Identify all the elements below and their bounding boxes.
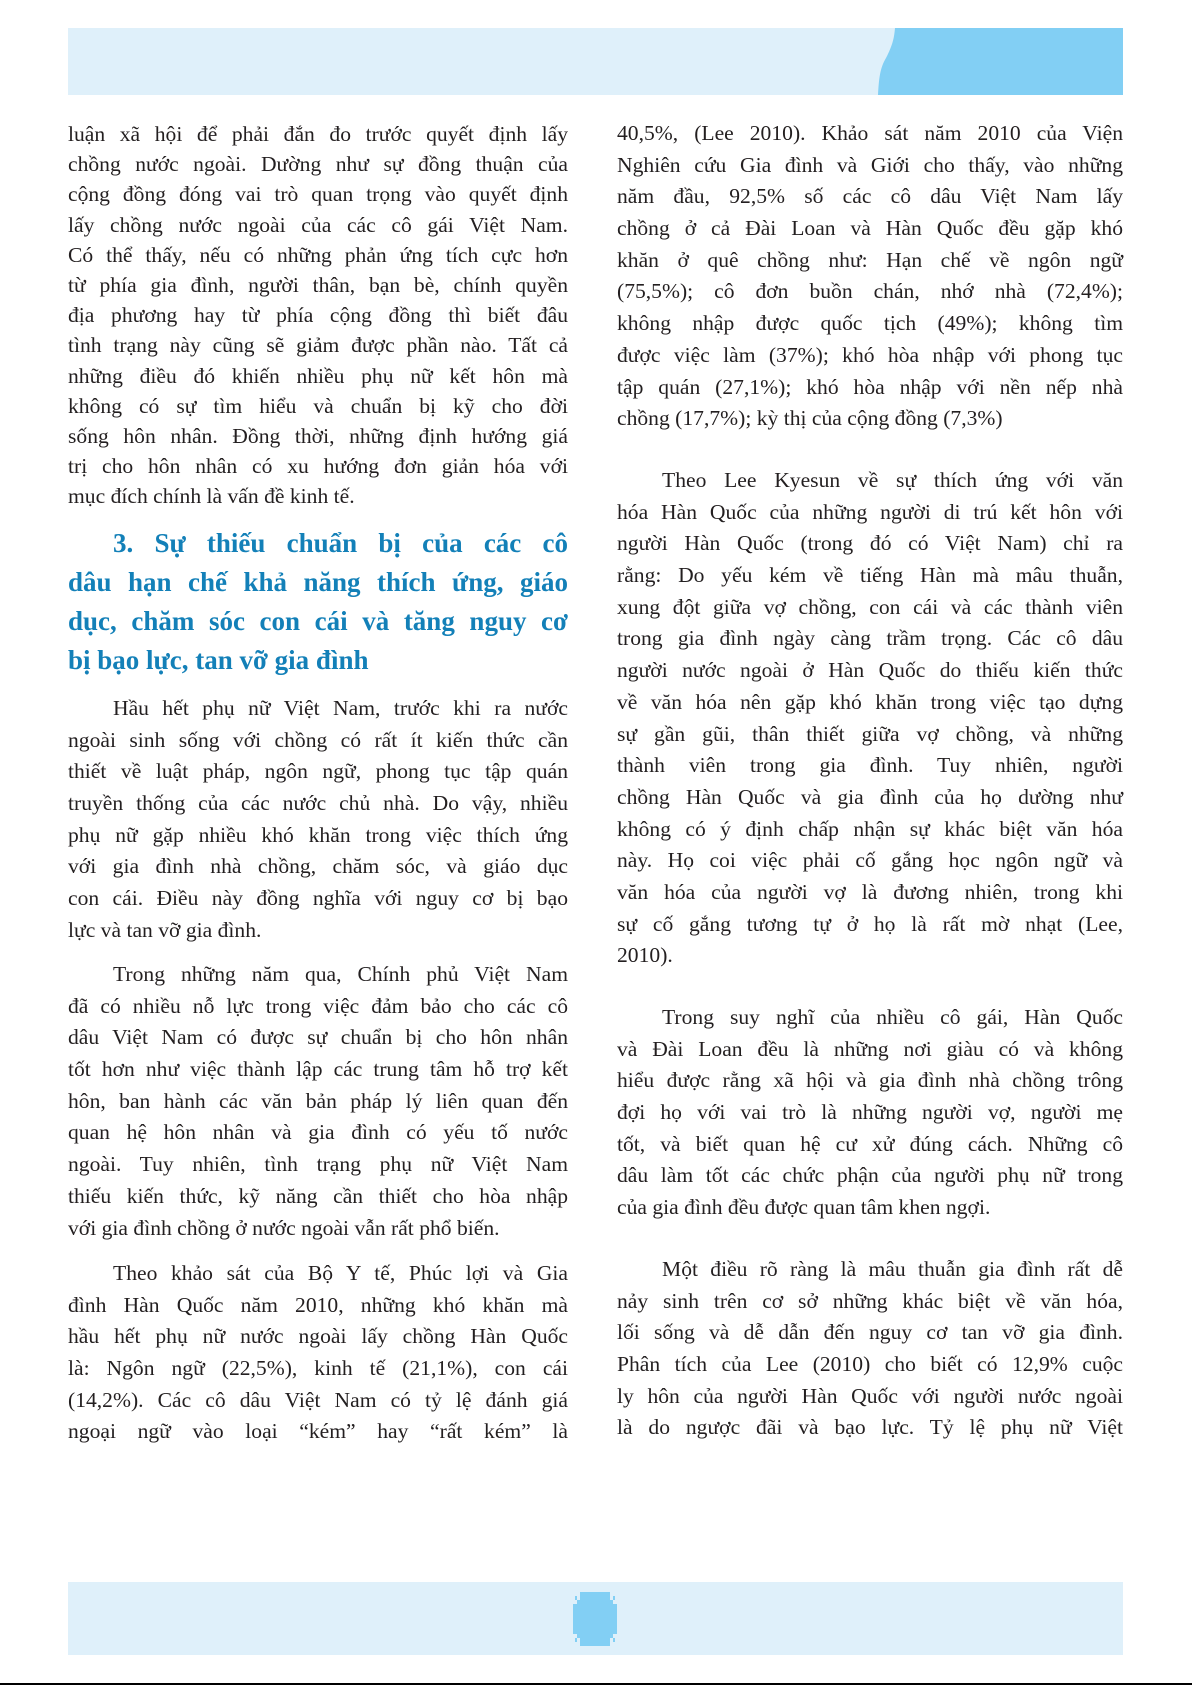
- text-line: mục đích chính là vấn đề kinh tế.: [68, 484, 355, 509]
- text-line: nảy sinh trên cơ sở những khác biệt về văn hóa,: [617, 1288, 1123, 1313]
- text-line: văn hóa của người vợ là đương nhiên, trong khi: [617, 879, 1123, 904]
- paragraph: [617, 1002, 1123, 1224]
- text-line: chồng Hàn Quốc và gia đình của họ dường như: [617, 784, 1123, 809]
- text-line: với gia đình nhà chồng, chăm sóc, và giáo dục: [68, 854, 568, 879]
- text-line: truyền thống của các nước chủ nhà. Do vậy, nhiều: [68, 791, 568, 816]
- text-line: hóa Hàn Quốc của những người di trú kết hôn với: [617, 499, 1123, 524]
- text-line: dục, chăm sóc con cái và tăng nguy cơ: [68, 606, 568, 636]
- text-line: ngoại ngữ vào loại “kém” hay “rất kém” là: [68, 1419, 568, 1444]
- text-line: ngoài. Tuy nhiên, tình trạng phụ nữ Việt Nam: [68, 1152, 568, 1177]
- text-line: quan hệ hôn nhân và gia đình có yếu tố nước: [68, 1120, 568, 1145]
- text-line: Trong những năm qua, Chính phủ Việt Nam: [113, 962, 568, 986]
- text-line: Hầu hết phụ nữ Việt Nam, trước khi ra nước: [113, 696, 568, 720]
- section-heading: [68, 524, 568, 680]
- text-line: rằng: Do yếu kém về tiếng Hàn mà mâu thuẫn,: [617, 563, 1123, 588]
- text-line: đình Hàn Quốc năm 2010, những khó khăn mà: [68, 1292, 568, 1317]
- text-line: 3. Sự thiếu chuẩn bị của các cô: [113, 528, 568, 558]
- header-wave-decoration: [68, 28, 1123, 95]
- text-line: người nước ngoài ở Hàn Quốc do thiếu kiến thức: [617, 658, 1123, 683]
- text-line: không có sự tìm hiểu và chuẩn bị kỹ cho đời: [68, 393, 568, 418]
- text-line: 40,5%, (Lee 2010). Khảo sát năm 2010 của Viện: [617, 121, 1123, 145]
- text-line: đợi họ với vai trò là những người vợ, người mẹ: [617, 1100, 1123, 1125]
- text-line: dâu Việt Nam có được sự chuẩn bị cho hôn nhân: [68, 1025, 568, 1050]
- text-line: từ phía gia đình, người thân, bạn bè, chính quyền: [68, 272, 568, 297]
- text-line: sống hôn nhân. Đồng thời, những định hướng giá: [68, 423, 568, 448]
- text-line: chồng (17,7%); kỳ thị của cộng đồng (7,3%): [617, 406, 1003, 431]
- text-line: (75,5%); cô đơn buồn chán, nhớ nhà (72,4%);: [617, 279, 1123, 304]
- text-line: không nhập được quốc tịch (49%); không tìm: [617, 311, 1123, 336]
- header-band: [68, 28, 1123, 95]
- text-line: trị cho hôn nhân có xu hướng đơn giản hóa với: [68, 454, 568, 479]
- text-line: xung đột giữa vợ chồng, con cái và các thành viên: [617, 594, 1123, 619]
- text-line: ly hôn của người Hàn Quốc với người nước ngoài: [617, 1383, 1123, 1408]
- paragraph: [617, 118, 1123, 435]
- paragraph: [617, 465, 1123, 972]
- text-line: và Đài Loan đều là những nơi giàu có và không: [617, 1036, 1123, 1061]
- text-line: trong gia đình ngày càng trầm trọng. Các cô dâu: [617, 626, 1123, 651]
- text-line: này. Họ coi việc phải cố gắng học ngôn ngữ và: [617, 848, 1123, 873]
- text-line: đã có nhiều nỗ lực trong việc đảm bảo cho các cô: [68, 993, 568, 1018]
- text-line: dâu hạn chế khả năng thích ứng, giáo: [68, 567, 568, 597]
- paragraph: [68, 693, 568, 947]
- text-line: luận xã hội để phải đắn đo trước quyết định lấy: [68, 122, 568, 146]
- text-line: người Hàn Quốc (trong đó có Việt Nam) chỉ ra: [617, 531, 1123, 556]
- text-line: địa phương hay từ phía cộng đồng thì biết đâu: [68, 303, 568, 328]
- text-line: 2010).: [617, 943, 673, 968]
- text-line: tốt, và biết quan hệ cư xử đúng cách. Những cô: [617, 1131, 1123, 1156]
- text-line: Theo Lee Kyesun về sự thích ứng với văn: [662, 468, 1123, 492]
- paragraph: [617, 1254, 1123, 1444]
- text-line: của gia đình đều được quan tâm khen ngợi.: [617, 1195, 991, 1220]
- paragraph: [68, 959, 568, 1244]
- text-line: lực và tan vỡ gia đình.: [68, 917, 262, 942]
- text-line: hầu hết phụ nữ nước ngoài lấy chồng Hàn Quốc: [68, 1324, 568, 1349]
- text-line: Nghiên cứu Gia đình và Giới cho thấy, vào những: [617, 152, 1123, 177]
- text-line: thiết về luật pháp, ngôn ngữ, phong tục tập quán: [68, 759, 568, 784]
- text-line: chồng ở cả Đài Loan và Hàn Quốc đều gặp khó: [617, 216, 1123, 241]
- text-line: tốt hơn như việc thành lập các trung tâm hỗ trợ kết: [68, 1057, 568, 1082]
- text-line: không có ý định chấp nhận sự khác biệt văn hóa: [617, 816, 1123, 841]
- text-line: về văn hóa nên gặp khó khăn trong việc tạo dựng: [617, 689, 1123, 714]
- text-line: thành viên trong gia đình. Tuy nhiên, người: [617, 753, 1123, 778]
- text-line: hôn, ban hành các văn bản pháp lý liên quan đến: [68, 1088, 568, 1113]
- text-line: sự cố gắng tương tự ở họ là rất mờ nhạt (Lee,: [617, 911, 1123, 936]
- text-line: với gia đình chồng ở nước ngoài vẫn rất phổ biến.: [68, 1215, 500, 1240]
- text-line: năm đầu, 92,5% số các cô dâu Việt Nam lấy: [617, 184, 1123, 209]
- text-line: Trong suy nghĩ của nhiều cô gái, Hàn Quốc: [662, 1005, 1123, 1029]
- text-line: khăn ở quê chồng như: Hạn chế về ngôn ngữ: [617, 247, 1123, 272]
- text-line: ngoài sinh sống với chồng có rất ít kiến thức cần: [68, 727, 568, 752]
- text-line: là: Ngôn ngữ (22,5%), kinh tế (21,1%), con cái: [68, 1356, 568, 1381]
- text-line: lối sống và dễ dẫn đến nguy cơ tan vỡ gia đình.: [617, 1320, 1123, 1345]
- text-line: hiểu được rằng xã hội và gia đình nhà chồng trông: [617, 1068, 1123, 1093]
- text-line: dâu làm tốt các chức phận của người phụ nữ trong: [617, 1163, 1123, 1188]
- text-line: bị bạo lực, tan vỡ gia đình: [68, 645, 369, 675]
- text-line: sự gần gũi, thân thiết giữa vợ chồng, và những: [617, 721, 1123, 746]
- text-line: thiếu kiến thức, kỹ năng cần thiết cho hòa nhập: [68, 1183, 568, 1208]
- text-line: Có thể thấy, nếu có những phản ứng tích cực hơn: [68, 242, 568, 267]
- page-number-badge: [565, 1590, 625, 1648]
- text-line: tình trạng này cũng sẽ giảm được phần nào. Tất cả: [68, 333, 568, 358]
- text-line: (14,2%). Các cô dâu Việt Nam có tỷ lệ đánh giá: [68, 1387, 568, 1412]
- paragraph: [68, 119, 568, 511]
- text-line: là do ngược đãi và bạo lực. Tỷ lệ phụ nữ Việt: [617, 1415, 1123, 1440]
- paragraph: [68, 1258, 568, 1448]
- text-line: cộng đồng đóng vai trò quan trọng vào quyết định: [68, 182, 568, 207]
- text-line: lấy chồng nước ngoài của các cô gái Việt Nam.: [68, 212, 568, 237]
- text-line: Một điều rõ ràng là mâu thuẫn gia đình rất dễ: [662, 1257, 1123, 1281]
- text-line: được việc làm (37%); khó hòa nhập với phong tục: [617, 342, 1123, 367]
- text-line: tập quán (27,1%); khó hòa nhập với nền nếp nhà: [617, 374, 1123, 399]
- text-line: con cái. Điều này đồng nghĩa với nguy cơ bị bạo: [68, 886, 568, 911]
- text-line: Theo khảo sát của Bộ Y tế, Phúc lợi và Gia: [113, 1261, 568, 1285]
- text-line: phụ nữ gặp nhiều khó khăn trong việc thích ứng: [68, 822, 568, 847]
- text-line: những điều đó khiến nhiều phụ nữ kết hôn mà: [68, 363, 568, 388]
- text-line: chồng nước ngoài. Dường như sự đồng thuận của: [68, 152, 568, 177]
- text-line: Phân tích của Lee (2010) cho biết có 12,9% cuộc: [617, 1352, 1123, 1377]
